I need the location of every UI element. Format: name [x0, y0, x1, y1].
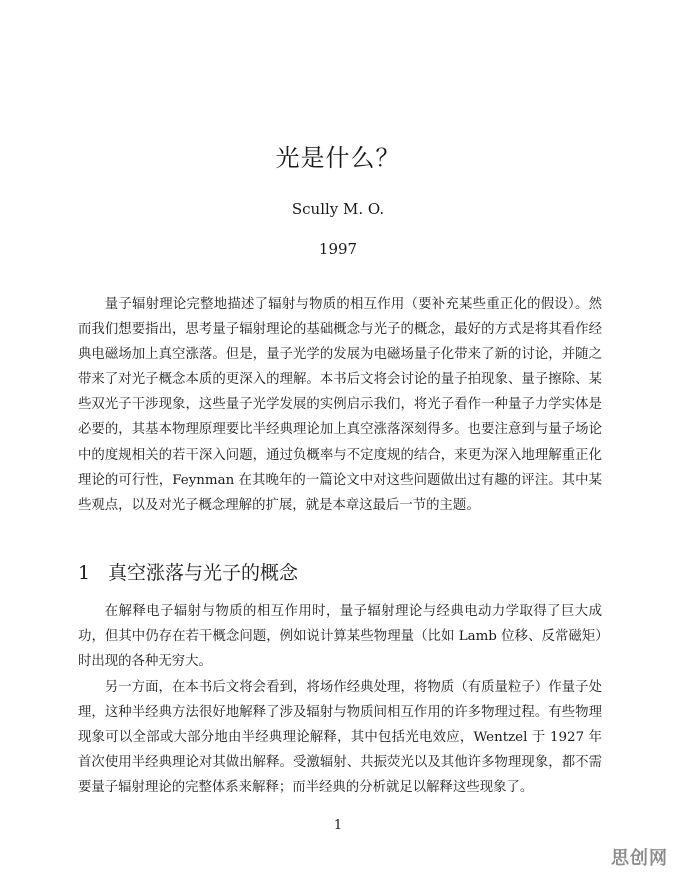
document-date: 1997: [318, 240, 358, 258]
body-paragraph: 另一方面，在本书后文将会看到，将场作经典处理，将物质（有质量粒子）作量子处理，这种半经典方法很好地解释了涉及辐射与物质间相互作用的许多物理过程。有些物理现象可以全部或大部分地由半经典理论解释，其中包括光电效应，Wentzel 于 1927 年首次使用半经典理论对其做出解释。受激辐射、共振荧光以及其他许多物理现象，都不需要量子辐射理论的完整体系来解释；而半经典的分析就足以解释这些现象了。: [78, 680, 602, 796]
section-title: 真空涨落与光子的概念: [108, 562, 299, 584]
site-watermark: 思创网: [611, 848, 668, 869]
document-author: Scully M. O.: [291, 200, 385, 218]
section-heading: [78, 558, 618, 585]
body-paragraph: 在解释电子辐射与物质的相互作用时，量子辐射理论与经典电动力学取得了巨大成功，但其中仍存在若干概念问题，例如说计算某些物理量（比如 Lamb 位移、反常磁矩）时出现的各种无穷大。: [78, 604, 602, 670]
section-number: 1: [78, 562, 91, 584]
abstract-paragraph: 量子辐射理论完整地描述了辐射与物质的相互作用（要补充某些重正化的假设）。然而我们想要指出，思考量子辐射理论的基础概念与光子的概念，最好的方式是将其看作经典电磁场加上真空涨落。但是，量子光学的发展为电磁场量子化带来了新的讨论，并随之带来了对光子概念本质的更深入的理解。本书后文将会讨论的量子拍现象、量子擦除、某些双光子干涉现象，这些量子光学发展的实例启示我们，将光子看作一种量子力学实体是必要的，其基本物理原理要比半经典理论加上真空涨落深刻得多。也要注意到与量子场论中的度规相关的若干深入问题，通过负概率与不定度规的结合，来更为深入地理解重正化理论的可行性，Feynman 在其晚年的一篇论文中对这些问题做出过有趣的评注。其中某些观点，以及对光子概念理解的扩展，就是本章这最后一节的主题。: [78, 297, 602, 513]
page-number: 1: [333, 818, 343, 833]
document-title: 光是什么？: [275, 144, 401, 172]
